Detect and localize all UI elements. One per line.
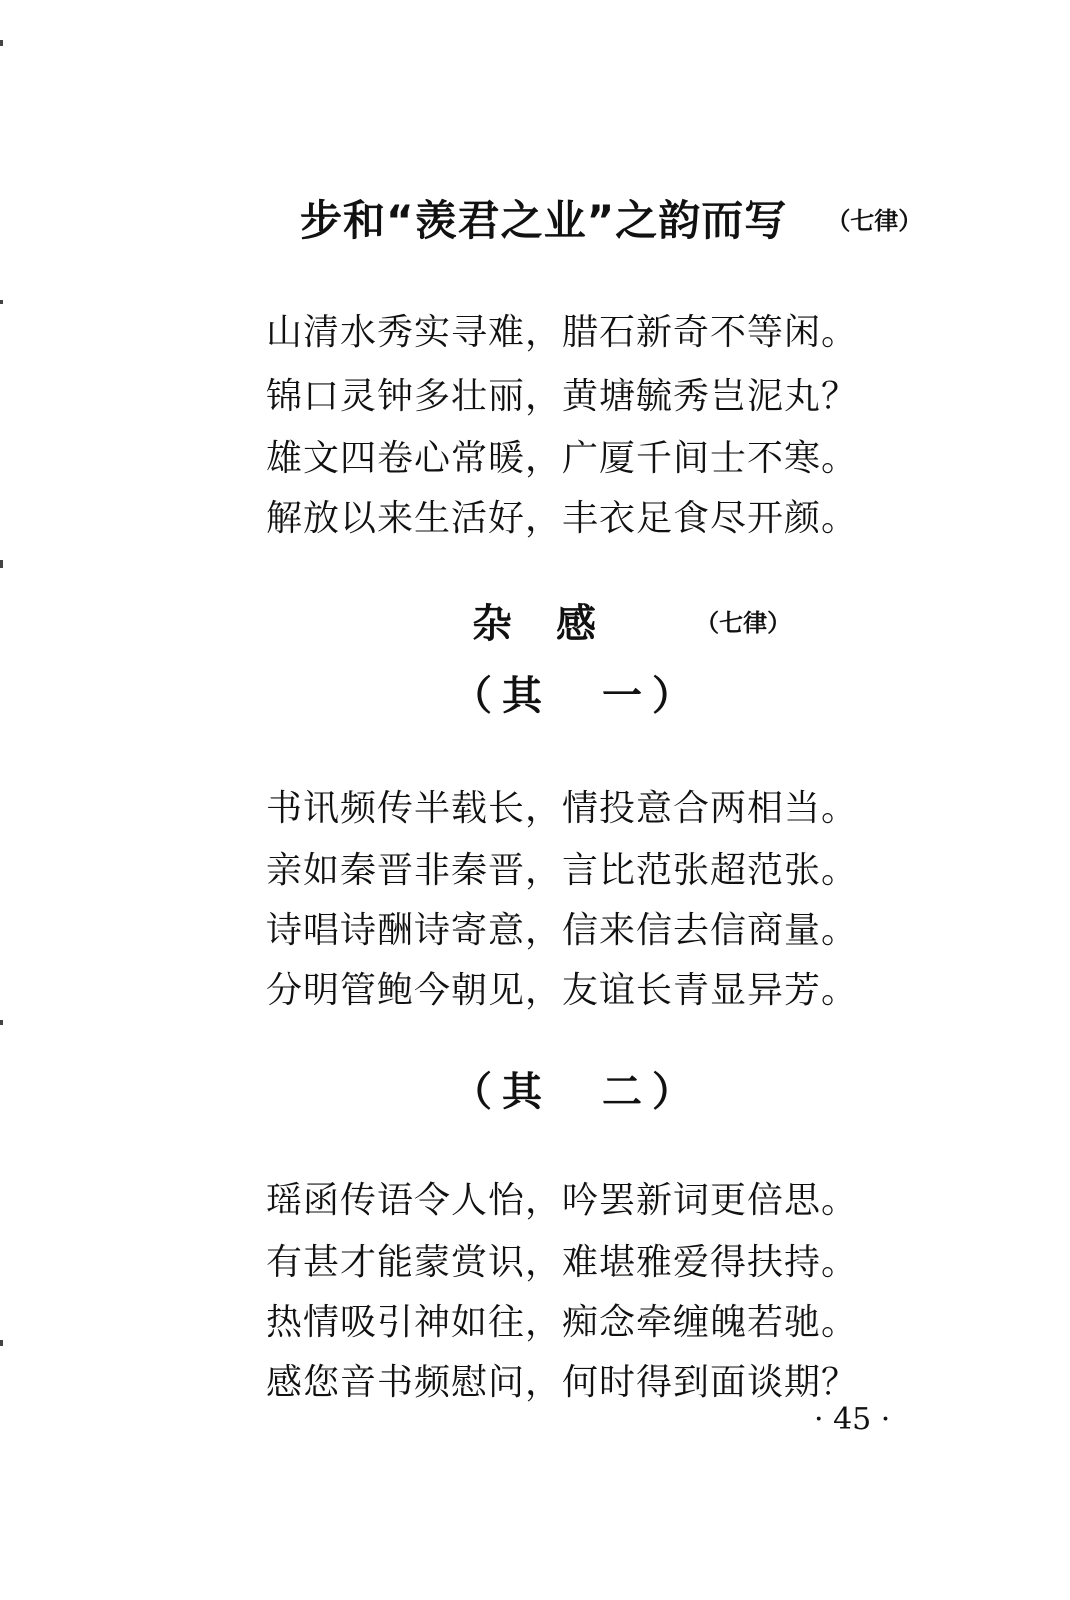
poem-line: 有甚才能蒙赏识，难堪雅爱得扶持。 xyxy=(266,1242,859,1283)
poem-line: 瑶函传语令人怡，吟罢新词更倍思。 xyxy=(266,1180,859,1221)
poem-line: 书讯频传半载长，情投意合两相当。 xyxy=(266,788,859,829)
scan-speck xyxy=(0,300,3,304)
scan-speck xyxy=(0,560,3,568)
poem-line: 解放以来生活好，丰衣足食尽开颜。 xyxy=(266,498,859,539)
scan-speck xyxy=(0,40,3,46)
part-heading: （其 一） xyxy=(452,673,702,719)
poem-line: 热情吸引神如往，痴念牵缠魄若驰。 xyxy=(266,1302,859,1343)
poem-line: 感您音书频慰问，何时得到面谈期？ xyxy=(266,1362,859,1403)
section-title xyxy=(472,592,791,649)
poem-line: 山清水秀实寻难，腊石新奇不等闲。 xyxy=(266,312,859,353)
poem-line: 诗唱诗酬诗寄意，信来信去信商量。 xyxy=(266,910,859,951)
poem-line: 雄文四卷心常暖，广厦千间士不寒。 xyxy=(266,438,859,479)
scan-speck xyxy=(0,1340,3,1346)
poem-line: 亲如秦晋非秦晋，言比范张超范张。 xyxy=(266,850,859,891)
poem-form-label: （七律） xyxy=(826,206,923,235)
page-number: · 45 · xyxy=(814,1402,891,1437)
scan-speck xyxy=(0,1020,3,1025)
poem-line: 锦口灵钟多壮丽，黄塘毓秀岂泥丸？ xyxy=(266,376,859,417)
poem-title xyxy=(300,188,960,248)
section-form-label: （七律） xyxy=(695,609,792,637)
poem-title-text: 步和“羡君之业”之韵而写 xyxy=(300,196,788,245)
part-heading: （其 二） xyxy=(452,1069,702,1115)
section-title-text: 杂感 xyxy=(472,601,640,647)
poem-line: 分明管鲍今朝见，友谊长青显异芳。 xyxy=(266,970,859,1011)
